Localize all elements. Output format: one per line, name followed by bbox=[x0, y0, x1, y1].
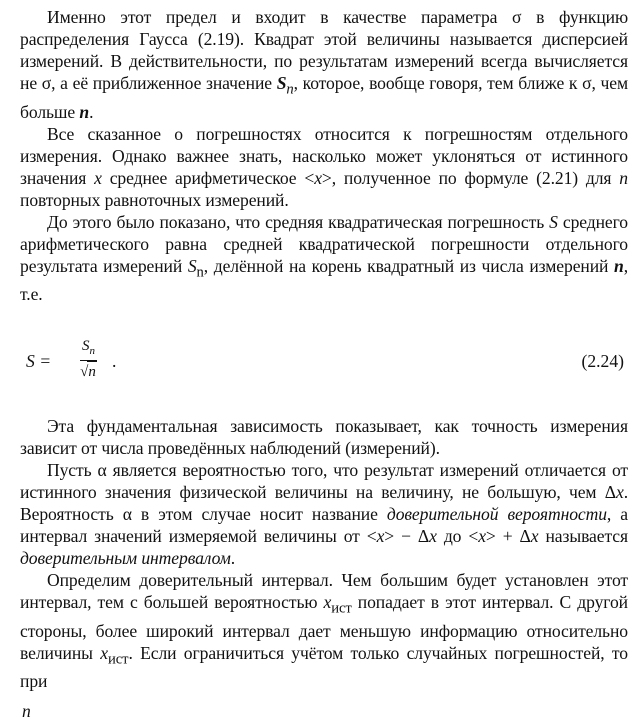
paragraph-4: Эта фундаментальная зависимость показывает, как точность измерения зависит от числа проведённых наблюдений (измерений). bbox=[20, 416, 628, 459]
formula-denominator: √n bbox=[80, 361, 97, 382]
formula-2-24 bbox=[20, 335, 628, 389]
equation-number: (2.24) bbox=[581, 351, 624, 372]
paragraph-5: Пусть α является вероятностью того, что результат измерений отличается от истинного значения физической величины на величину, не большую, чем Δx. Вероятность α в этом случае носит название доверительной вероятности, а интервал значений измеряемой величины от <x> − Δx до <x> + Δx называется доверительным интервалом. bbox=[20, 460, 628, 569]
paragraph-1: Именно этот предел и входит в качестве параметра σ в функцию распределения Гаусса (2.19). Квадрат этой величины называется дисперсией измерений. В действительности, по результатам измерений всегда вычисляется не σ, а её приближенное значение $S_n$, которое, вообще говоря, тем ближе к σ, чем больше n. bbox=[20, 7, 628, 122]
formula-radicand: n bbox=[87, 361, 97, 382]
cut-off-line: n bbox=[22, 701, 31, 721]
formula-fraction bbox=[80, 337, 97, 382]
formula-trailing: . bbox=[112, 351, 117, 372]
paragraph-3: До этого было показано, что средняя квадратическая погрешность S среднего арифметического равна средней квадратической погрешности отдельного результата измерений $S_n$, делённой на корень квадратный из числа измерений n, т.е. bbox=[20, 211, 628, 305]
paragraph-2: Все сказанное о погрешностях относится к погрешностям отдельного измерения. Однако важнее знать, насколько может уклоняться от истинного значения x среднее арифметическое <x>, полученное по формуле (2.21) для n повторных равноточных измерений. bbox=[20, 123, 628, 210]
formula-numerator: $S_n$ bbox=[80, 337, 97, 361]
formula-lhs: S = bbox=[26, 351, 52, 372]
document-page bbox=[20, 6, 628, 692]
paragraph-6: Определим доверительный интервал. Чем большим будет установлен этот интервал, тем с большей вероятностью $x_{ист}$ попадает в этот интервал. С другой стороны, более широкий интервал дает меньшую информацию относительно величины $x_{ист}$. Если ограничиться учётом только случайных погрешностей, то при bbox=[20, 570, 628, 692]
